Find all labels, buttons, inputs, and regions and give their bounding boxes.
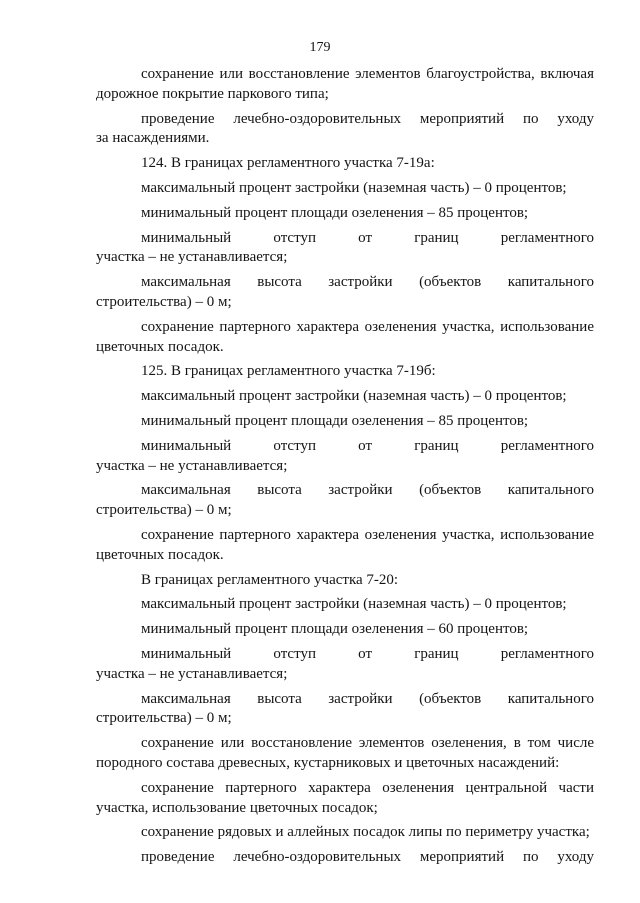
text-line: сохранение рядовых и аллейных посадок липы по периметру участка;: [141, 824, 590, 841]
text-line: участка – не устанавливается;: [96, 457, 288, 474]
text-line: максимальная высота застройки (объектов капитального: [141, 274, 594, 291]
text-line: минимальный процент площади озеленения – 85 процентов;: [141, 412, 529, 429]
text-line: проведение лечебно-оздоровительных мероприятий по уходу: [141, 110, 594, 127]
text-line: дорожное покрытие паркового типа;: [96, 85, 329, 102]
text-line: участка, использование цветочных посадок;: [96, 799, 378, 816]
document-body: [96, 65, 594, 868]
text-line: минимальный процент площади озеленения – 60 процентов;: [141, 621, 529, 638]
text-line: максимальный процент застройки (наземная часть) – 0 процентов;: [141, 388, 567, 405]
text-line: минимальный отступ от границ регламентного: [141, 645, 594, 662]
text-line: В границах регламентного участка 7-20:: [141, 571, 399, 588]
text-line: участка – не устанавливается;: [96, 665, 288, 682]
text-line: сохранение или восстановление элементов озеленения, в том числе: [141, 735, 594, 752]
text-line: участка – не устанавливается;: [96, 249, 288, 266]
text-line: строительства) – 0 м;: [96, 293, 232, 310]
text-line: цветочных посадок.: [96, 546, 224, 563]
text-line: проведение лечебно-оздоровительных мероприятий по уходу: [141, 849, 594, 866]
text-line: породного состава древесных, кустарниковых и цветочных насаждений:: [96, 754, 560, 771]
text-line: сохранение или восстановление элементов благоустройства, включая: [141, 66, 594, 82]
text-line: за насаждениями.: [96, 130, 210, 147]
text-line: сохранение партерного характера озеленения участка, использование: [141, 318, 594, 335]
text-line: минимальный отступ от границ регламентного: [141, 229, 594, 246]
text-line: 124. В границах регламентного участка 7-19а:: [141, 155, 435, 172]
text-line: сохранение партерного характера озеленения участка, использование: [141, 526, 594, 543]
page-number: 179: [309, 40, 331, 55]
text-line: строительства) – 0 м;: [96, 502, 232, 519]
text-line: 125. В границах регламентного участка 7-19б:: [141, 363, 436, 380]
text-line: максимальный процент застройки (наземная часть) – 0 процентов;: [141, 179, 567, 196]
text-line: минимальный процент площади озеленения – 85 процентов;: [141, 204, 529, 221]
text-line: цветочных посадок.: [96, 338, 224, 355]
text-line: максимальная высота застройки (объектов капитального: [141, 482, 594, 499]
text-line: сохранение партерного характера озеленения центральной части: [141, 779, 594, 796]
text-line: строительства) – 0 м;: [96, 710, 232, 727]
text-line: максимальный процент застройки (наземная часть) – 0 процентов;: [141, 596, 567, 613]
text-line: минимальный отступ от границ регламентного: [141, 437, 594, 454]
text-line: максимальная высота застройки (объектов капитального: [141, 690, 594, 707]
